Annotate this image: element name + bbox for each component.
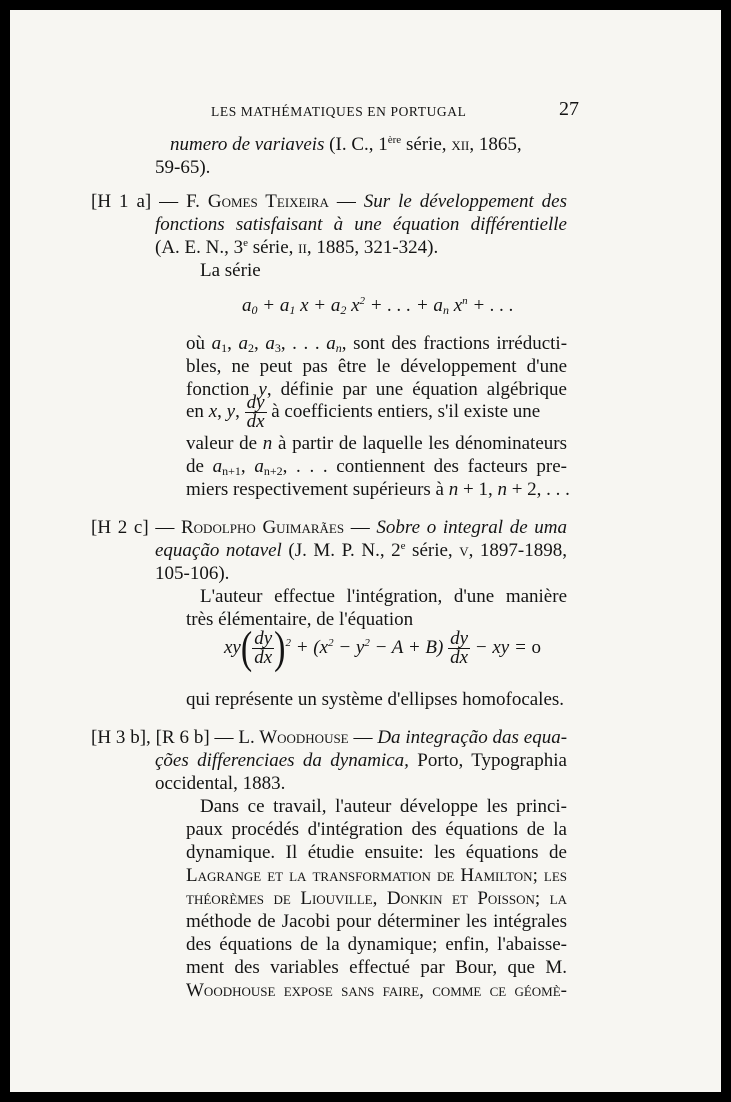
dy-dx-fraction: $\frac{dy}{dx}$: [246, 392, 265, 432]
entry3-line2: ções differenciaes da dynamica, Porto, Typographia: [155, 750, 567, 771]
entry1-source: (A. E. N., 3e série, ii, 1885, 321-324).: [155, 237, 439, 258]
entry3-body-line6: méthode de Jacobi pour déterminer les intégrales: [186, 911, 567, 932]
entry2-line2: equação notavel (J. M. P. N., 2e série, v, 1897-1898,: [155, 540, 567, 561]
entry1-body-line4: en x, y, $\frac{dy}{dx}$ à coefficients entiers, s'il existe une: [186, 392, 541, 432]
entry2-code: [H 2 c]: [91, 517, 149, 538]
entry2-author: Rodolpho Guimarães: [181, 517, 345, 538]
entry0-source: (I. C., 1ère série, xii, 1865,: [324, 134, 522, 155]
entry1-code: [H 1 a]: [91, 191, 152, 212]
entry0-line2: 59-65).: [155, 157, 211, 178]
scanned-page: [10, 10, 721, 1092]
entry3-line1: [H 3 b], [R 6 b] — L. Woodhouse — Da integração das equa-: [91, 727, 568, 748]
entry1-body-line5: valeur de n à partir de laquelle les dénominateurs: [186, 433, 567, 454]
entry1-body-line3: fonction y, définie par une équation algébrique: [186, 379, 567, 400]
entry2-title-line1: Sobre o integral de uma: [376, 517, 568, 538]
entry3-line3: occidental, 1883.: [155, 773, 286, 794]
entry3-body-line1: Dans ce travail, l'auteur développe les princi-: [200, 796, 567, 817]
entry2-closing: qui représente un système d'ellipses homofocales.: [186, 689, 565, 710]
entry3-body-line4: Lagrange et la transformation de Hamilton; les: [186, 865, 567, 886]
running-header-title: LES MATHÉMATIQUES EN PORTUGAL: [211, 104, 467, 119]
entry3-body-line9: Woodhouse expose sans faire, comme ce géomè-: [186, 980, 567, 1001]
entry1-body-line7: miers respectivement supérieurs à n + 1, n + 2, . . .: [186, 479, 570, 500]
entry0-line1: [170, 133, 522, 156]
entry3-body-line2: paux procédés d'intégration des équations de la: [186, 819, 567, 840]
entry3-code: [H 3 b], [R 6 b]: [91, 727, 210, 748]
page-number: 27: [559, 98, 579, 120]
entry3-author: L. Woodhouse: [238, 727, 349, 748]
entry2-line3: 105-106).: [155, 563, 230, 584]
entry1-title-line2: fonctions satisfaisant à une équation différentielle: [155, 214, 567, 235]
entry3-body-line8: ment des variables effectué par Bour, que M.: [186, 957, 567, 978]
entry1-line1: [H 1 a] — F. Gomes Teixeira — Sur le développement des: [91, 191, 568, 212]
entry1-lead: La série: [200, 260, 261, 281]
entry2-body-line2: très élémentaire, de l'équation: [186, 609, 414, 630]
entry1-author: F. Gomes Teixeira: [186, 191, 329, 212]
entry2-line1: [H 2 c] — Rodolpho Guimarães — Sobre o integral de uma: [91, 517, 568, 538]
entry3-body-line3: dynamique. Il étudie ensuite: les équations de: [186, 842, 567, 863]
entry1-title-line1: Sur le développement des: [363, 191, 568, 212]
entry1-body-line6: de $a_{n+1}$, $a_{n+2}$, . . . contiennent des facteurs pre-: [186, 456, 568, 478]
entry2-body-line1: L'auteur effectue l'intégration, d'une manière: [200, 586, 567, 607]
entry3-title-line1: Da integração das equa-: [377, 727, 568, 748]
entry3-body-line5: théorèmes de Liouville, Donkin et Poisson; la: [186, 888, 567, 909]
entry1-body-line1: où $a_1$, $a_2$, $a_3$, . . . $a_n$, sont des fractions irréducti-: [186, 333, 568, 355]
entry2-equation: xy( $\frac{dy}{dx}$ )$^2 + (x^2 - y^2 - A + B)$ $\frac{dy}{dx}$ − xy = o: [224, 622, 542, 673]
entry0-title-italic: numero de variaveis: [170, 134, 325, 155]
entry1-body-line2: bles, ne peut pas être le développement d'une: [186, 356, 567, 377]
entry3-body-line7: des équations de la dynamique; enfin, l'abaisse-: [186, 934, 567, 955]
entry1-series-formula: $a_0 + a_1$ $x + a_2$ $x^2$ + . . . + $a_n$ $x^n$ + . . .: [242, 295, 514, 317]
